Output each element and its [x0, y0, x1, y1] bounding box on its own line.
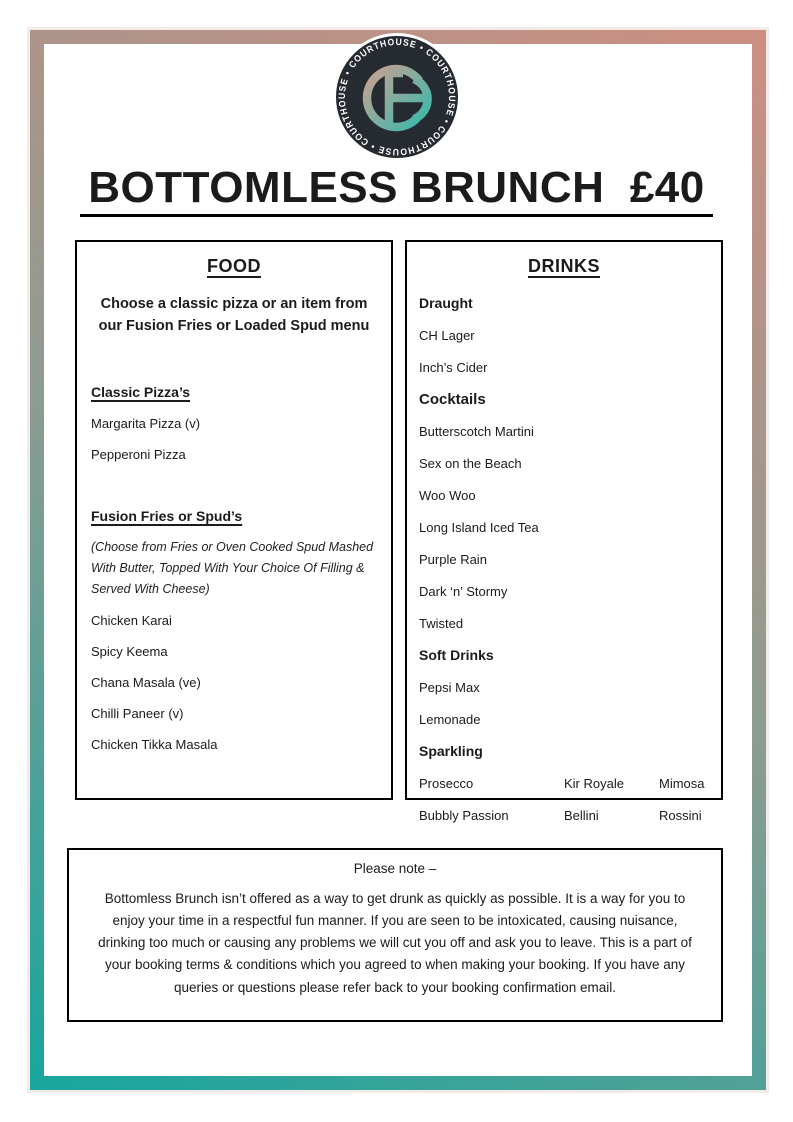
drinks-group-cocktails: Cocktails — [419, 391, 486, 408]
menu-item: Inch’s Cider — [419, 360, 488, 375]
menu-item: Butterscotch Martini — [419, 424, 534, 439]
menu-item: Chicken Karai — [91, 612, 172, 628]
courthouse-logo-svg — [331, 31, 463, 163]
menu-item: Chilli Paneer (v) — [91, 705, 184, 721]
page-title — [0, 165, 793, 217]
menu-item: Prosecco — [419, 776, 474, 791]
food-section — [75, 240, 393, 800]
menu-item: Dark ‘n’ Stormy — [419, 584, 508, 599]
fusion-description: (Choose from Fries or Oven Cooked Spud Mashed With Butter, Topped With Your Choice Of Filling & Served With Cheese) — [91, 539, 374, 596]
sparkling-row — [419, 776, 709, 791]
please-note-section — [67, 848, 723, 1022]
menu-item: Chana Masala (ve) — [91, 674, 201, 690]
menu-item: Purple Rain — [419, 552, 487, 567]
drinks-group-soft-drinks: Soft Drinks — [419, 647, 494, 663]
drinks-section — [405, 240, 723, 823]
menu-item: Pepsi Max — [419, 680, 480, 695]
menu-item: Mimosa — [659, 776, 705, 791]
menu-item: Twisted — [419, 616, 464, 631]
menu-item: Long Island Iced Tea — [419, 520, 539, 535]
courthouse-logo — [331, 31, 463, 163]
menu-item: Pepperoni Pizza — [91, 446, 186, 462]
menu-item: CH Lager — [419, 328, 475, 343]
menu-item: Kir Royale — [564, 776, 624, 791]
drinks-group-sparkling: Sparkling — [419, 743, 483, 759]
note-heading: Please note – — [353, 861, 437, 876]
menu-item: Chicken Tikka Masala — [91, 736, 218, 752]
food-intro: Choose a classic pizza or an item from our Fusion Fries or Loaded Spud menu — [98, 296, 370, 335]
menu-item: Sex on the Beach — [419, 456, 522, 471]
menu-item: Rossini — [659, 808, 702, 823]
food-subheading-classic-pizzas: Classic Pizza’s — [91, 383, 191, 400]
menu-item: Spicy Keema — [91, 643, 168, 659]
page-title-text: BOTTOMLESS BRUNCH £40 — [80, 165, 713, 217]
logo-ring-text: COURTHOUSE • COURTHOUSE • COURTHOUSE • COURTHOUSE • — [336, 36, 458, 158]
menu-item: Woo Woo — [419, 488, 476, 503]
menu-item: Margarita Pizza (v) — [91, 415, 201, 431]
note-body: Bottomless Brunch isn’t offered as a way to get drunk as quickly as possible. It is a way for you to enjoy your time in a respectful fun manner. If you are seen to be intoxicated, causing nuisance, drinking too much or causing any problems we will cut you off and ask you to leave. This is a part of your booking terms & conditions which you agreed to when making your booking. If you have any queries or questions please refer back to your booking confirmation email. — [98, 891, 692, 995]
menu-item: Bubbly Passion — [419, 808, 509, 823]
drinks-group-draught: Draught — [419, 295, 473, 311]
food-subheading-fusion-fries-or-spuds: Fusion Fries or Spud’s — [91, 507, 243, 524]
drinks-heading: DRINKS — [527, 256, 600, 276]
sparkling-row — [419, 808, 709, 823]
menu-item: Bellini — [564, 808, 599, 823]
menu-item: Lemonade — [419, 712, 481, 727]
food-heading: FOOD — [207, 256, 261, 276]
